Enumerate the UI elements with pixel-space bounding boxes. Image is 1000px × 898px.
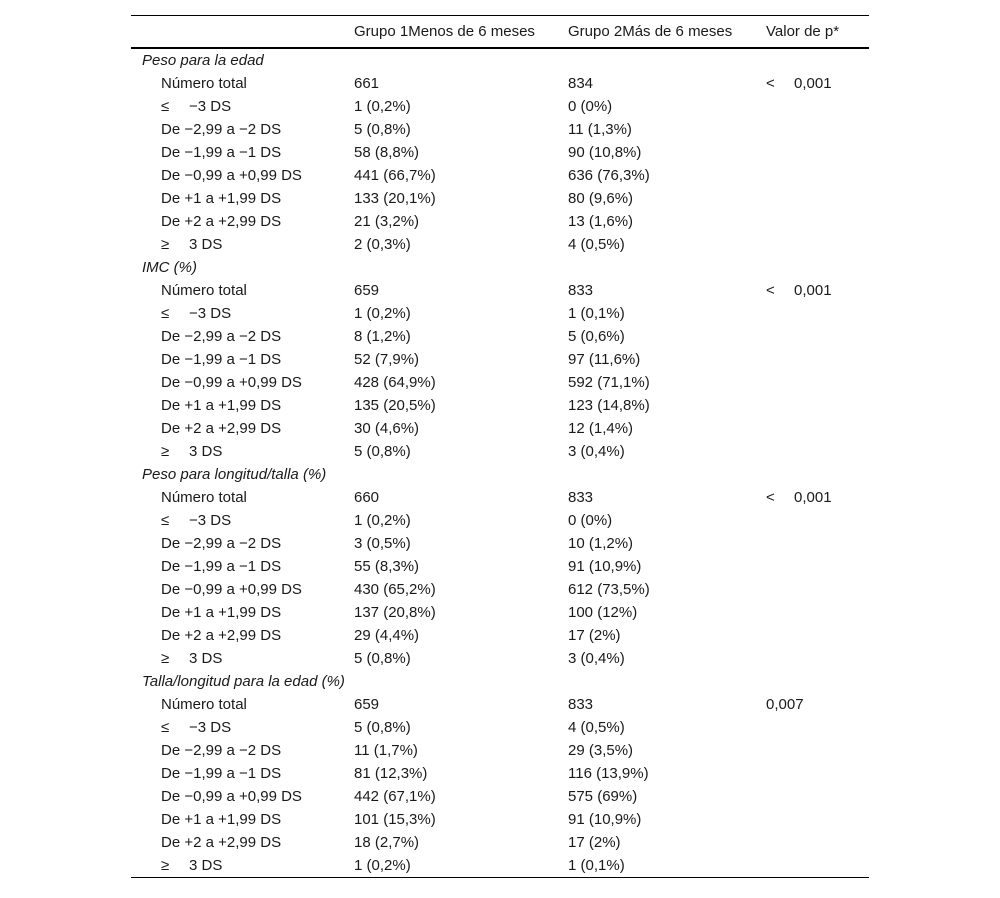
- group-2-value: 4 (0,5%): [568, 236, 625, 253]
- row-label-text: De +2 a +2,99 DS: [161, 213, 282, 230]
- p-value-operator: <: [766, 75, 775, 92]
- p-value: [766, 693, 804, 716]
- group-1-value: 442 (67,1%): [354, 788, 436, 805]
- row-label: [161, 394, 281, 417]
- table-row: [131, 348, 869, 371]
- p-value-number: 0,001: [794, 282, 832, 299]
- row-label: [161, 555, 281, 578]
- row-label-text: De −2,99 a −2 DS: [161, 742, 282, 759]
- row-label: [161, 601, 281, 624]
- group-2-value: 5 (0,6%): [568, 328, 625, 345]
- group-1-value: 5 (0,8%): [354, 650, 411, 667]
- row-label-text: 3 DS: [189, 236, 223, 253]
- p-value-number: 0,007: [766, 696, 804, 713]
- data-table: [131, 15, 869, 878]
- table-row: [131, 118, 869, 141]
- row-label: [161, 348, 281, 371]
- group-2-value: 3 (0,4%): [568, 650, 625, 667]
- table-row: [131, 72, 869, 95]
- row-label: [161, 486, 247, 509]
- row-operator: ≥: [161, 443, 170, 460]
- group-2-value: 80 (9,6%): [568, 190, 634, 207]
- group-1-value: 137 (20,8%): [354, 604, 436, 621]
- section-header-row: [131, 463, 869, 486]
- group-1-value: 5 (0,8%): [354, 719, 411, 736]
- table-row: [131, 739, 869, 762]
- row-label: [161, 164, 302, 187]
- row-label: [161, 509, 231, 532]
- group-1-value: 21 (3,2%): [354, 213, 420, 230]
- row-operator: ≥: [161, 650, 170, 667]
- table-row: [131, 95, 869, 118]
- row-label-text: De −1,99 a −1 DS: [161, 558, 282, 575]
- group-2-value: 834: [568, 75, 594, 92]
- row-label: [161, 647, 222, 670]
- row-label: [161, 279, 247, 302]
- group-1-value: 3 (0,5%): [354, 535, 411, 552]
- group-2-value: 123 (14,8%): [568, 397, 650, 414]
- table-row: [131, 371, 869, 394]
- row-label-text: Número total: [161, 696, 247, 713]
- group-1-value: 30 (4,6%): [354, 420, 420, 437]
- group-2-value: 833: [568, 282, 594, 299]
- row-label: [161, 440, 222, 463]
- group-1-value: 1 (0,2%): [354, 857, 411, 874]
- table-row: [131, 762, 869, 785]
- row-label-text: De +2 a +2,99 DS: [161, 420, 282, 437]
- row-label: [161, 532, 281, 555]
- row-label: [161, 716, 231, 739]
- row-label: [161, 624, 281, 647]
- row-label-text: −3 DS: [189, 719, 232, 736]
- group-2-value: 0 (0%): [568, 98, 613, 115]
- p-value-number: 0,001: [794, 75, 832, 92]
- row-label-text: Número total: [161, 75, 247, 92]
- group-1-value: 11 (1,7%): [354, 742, 418, 759]
- table-row: [131, 164, 869, 187]
- table-row: [131, 647, 869, 670]
- row-label: [161, 141, 281, 164]
- row-label: [161, 210, 281, 233]
- group-2-value: 575 (69%): [568, 788, 638, 805]
- group-2-value: 833: [568, 489, 594, 506]
- section-header-row: [131, 49, 869, 72]
- row-label: [161, 187, 281, 210]
- group-1-value: 659: [354, 282, 380, 299]
- section-title: Peso para longitud/talla (%): [142, 466, 327, 483]
- row-label: [161, 578, 302, 601]
- row-label: [161, 233, 222, 256]
- row-label-text: De +1 a +1,99 DS: [161, 811, 282, 828]
- group-2-value: 1 (0,1%): [568, 305, 625, 322]
- group-1-value: 428 (64,9%): [354, 374, 436, 391]
- row-label: [161, 693, 247, 716]
- row-operator: ≤: [161, 98, 170, 115]
- table-row: [131, 187, 869, 210]
- row-label-text: De −0,99 a +0,99 DS: [161, 167, 302, 184]
- group-1-value: 52 (7,9%): [354, 351, 420, 368]
- row-label: [161, 808, 281, 831]
- group-2-value: 116 (13,9%): [568, 765, 649, 782]
- group-2-value: 91 (10,9%): [568, 811, 642, 828]
- row-label-text: Número total: [161, 282, 247, 299]
- table-header-row: [131, 16, 869, 49]
- group-1-value: 135 (20,5%): [354, 397, 436, 414]
- group-2-value: 97 (11,6%): [568, 351, 641, 368]
- row-label-text: De −2,99 a −2 DS: [161, 535, 282, 552]
- group-1-value: 660: [354, 489, 380, 506]
- row-label: [161, 762, 281, 785]
- group-1-value: 659: [354, 696, 380, 713]
- table-body: [131, 49, 869, 877]
- p-value-operator: <: [766, 282, 775, 299]
- row-label: [161, 739, 281, 762]
- table-row: [131, 210, 869, 233]
- row-label-text: De +2 a +2,99 DS: [161, 627, 282, 644]
- table-row: [131, 233, 869, 256]
- group-1-value: 661: [354, 75, 380, 92]
- row-label-text: De −0,99 a +0,99 DS: [161, 374, 302, 391]
- table-row: [131, 302, 869, 325]
- group-2-value: 17 (2%): [568, 627, 621, 644]
- row-label-text: De −1,99 a −1 DS: [161, 351, 282, 368]
- row-label: [161, 785, 302, 808]
- row-label: [161, 831, 281, 854]
- p-value-operator: <: [766, 489, 775, 506]
- row-label-text: Número total: [161, 489, 247, 506]
- table-row: [131, 716, 869, 739]
- row-label: [161, 854, 222, 877]
- group-2-value: 636 (76,3%): [568, 167, 650, 184]
- group-2-value: 29 (3,5%): [568, 742, 634, 759]
- p-value: [766, 72, 832, 95]
- p-value: [766, 279, 832, 302]
- row-operator: ≤: [161, 305, 170, 322]
- group-2-value: 17 (2%): [568, 834, 621, 851]
- row-label: [161, 72, 247, 95]
- header-group-1: Grupo 1Menos de 6 meses: [354, 23, 535, 40]
- group-1-value: 81 (12,3%): [354, 765, 428, 782]
- section-title: Talla/longitud para la edad (%): [142, 673, 345, 690]
- row-label: [161, 371, 302, 394]
- group-1-value: 18 (2,7%): [354, 834, 420, 851]
- section-header-row: [131, 670, 869, 693]
- p-value: [766, 486, 832, 509]
- group-2-value: 12 (1,4%): [568, 420, 634, 437]
- group-1-value: 1 (0,2%): [354, 98, 411, 115]
- header-p-value: Valor de p*: [766, 23, 840, 40]
- table-row: [131, 532, 869, 555]
- group-2-value: 1 (0,1%): [568, 857, 625, 874]
- group-1-value: 430 (65,2%): [354, 581, 436, 598]
- row-operator: ≤: [161, 512, 170, 529]
- row-label-text: De +1 a +1,99 DS: [161, 604, 282, 621]
- row-operator: ≤: [161, 719, 170, 736]
- row-operator: ≥: [161, 236, 170, 253]
- row-label-text: De +1 a +1,99 DS: [161, 190, 282, 207]
- section-header-row: [131, 256, 869, 279]
- table-row: [131, 578, 869, 601]
- group-1-value: 58 (8,8%): [354, 144, 420, 161]
- row-label-text: 3 DS: [189, 650, 223, 667]
- table-row: [131, 624, 869, 647]
- table-row: [131, 394, 869, 417]
- group-2-value: 11 (1,3%): [568, 121, 632, 138]
- group-1-value: 29 (4,4%): [354, 627, 420, 644]
- section-title: IMC (%): [142, 259, 197, 276]
- group-1-value: 5 (0,8%): [354, 121, 411, 138]
- row-label: [161, 302, 231, 325]
- table-row: [131, 486, 869, 509]
- group-2-value: 4 (0,5%): [568, 719, 625, 736]
- table-row: [131, 440, 869, 463]
- group-2-value: 100 (12%): [568, 604, 638, 621]
- row-label-text: 3 DS: [189, 443, 223, 460]
- table-row: [131, 325, 869, 348]
- row-operator: ≥: [161, 857, 170, 874]
- group-2-value: 13 (1,6%): [568, 213, 634, 230]
- row-label-text: De +2 a +2,99 DS: [161, 834, 282, 851]
- group-1-value: 5 (0,8%): [354, 443, 411, 460]
- row-label: [161, 325, 281, 348]
- group-2-value: 3 (0,4%): [568, 443, 625, 460]
- group-1-value: 55 (8,3%): [354, 558, 420, 575]
- table-row: [131, 279, 869, 302]
- header-group-2: Grupo 2Más de 6 meses: [568, 23, 733, 40]
- group-2-value: 90 (10,8%): [568, 144, 642, 161]
- row-label-text: De −1,99 a −1 DS: [161, 144, 282, 161]
- table-row: [131, 854, 869, 877]
- row-label-text: De −2,99 a −2 DS: [161, 328, 282, 345]
- table-row: [131, 555, 869, 578]
- group-1-value: 133 (20,1%): [354, 190, 436, 207]
- row-label-text: De −0,99 a +0,99 DS: [161, 788, 302, 805]
- row-label: [161, 417, 281, 440]
- group-2-value: 833: [568, 696, 594, 713]
- group-1-value: 1 (0,2%): [354, 512, 411, 529]
- table-row: [131, 785, 869, 808]
- row-label: [161, 118, 281, 141]
- table-row: [131, 141, 869, 164]
- group-2-value: 592 (71,1%): [568, 374, 650, 391]
- group-2-value: 91 (10,9%): [568, 558, 642, 575]
- group-1-value: 2 (0,3%): [354, 236, 411, 253]
- group-2-value: 612 (73,5%): [568, 581, 650, 598]
- group-2-value: 10 (1,2%): [568, 535, 634, 552]
- group-1-value: 8 (1,2%): [354, 328, 411, 345]
- row-label-text: De −1,99 a −1 DS: [161, 765, 282, 782]
- row-label-text: De +1 a +1,99 DS: [161, 397, 282, 414]
- section-title: Peso para la edad: [142, 52, 264, 69]
- table-row: [131, 417, 869, 440]
- p-value-number: 0,001: [794, 489, 832, 506]
- row-label-text: −3 DS: [189, 98, 232, 115]
- table-row: [131, 808, 869, 831]
- table-row: [131, 601, 869, 624]
- table-row: [131, 831, 869, 854]
- table-row: [131, 693, 869, 716]
- group-2-value: 0 (0%): [568, 512, 613, 529]
- row-label-text: −3 DS: [189, 512, 232, 529]
- row-label-text: −3 DS: [189, 305, 232, 322]
- row-label: [161, 95, 231, 118]
- group-1-value: 101 (15,3%): [354, 811, 436, 828]
- row-label-text: 3 DS: [189, 857, 223, 874]
- table-row: [131, 509, 869, 532]
- row-label-text: De −2,99 a −2 DS: [161, 121, 282, 138]
- row-label-text: De −0,99 a +0,99 DS: [161, 581, 302, 598]
- group-1-value: 1 (0,2%): [354, 305, 411, 322]
- group-1-value: 441 (66,7%): [354, 167, 436, 184]
